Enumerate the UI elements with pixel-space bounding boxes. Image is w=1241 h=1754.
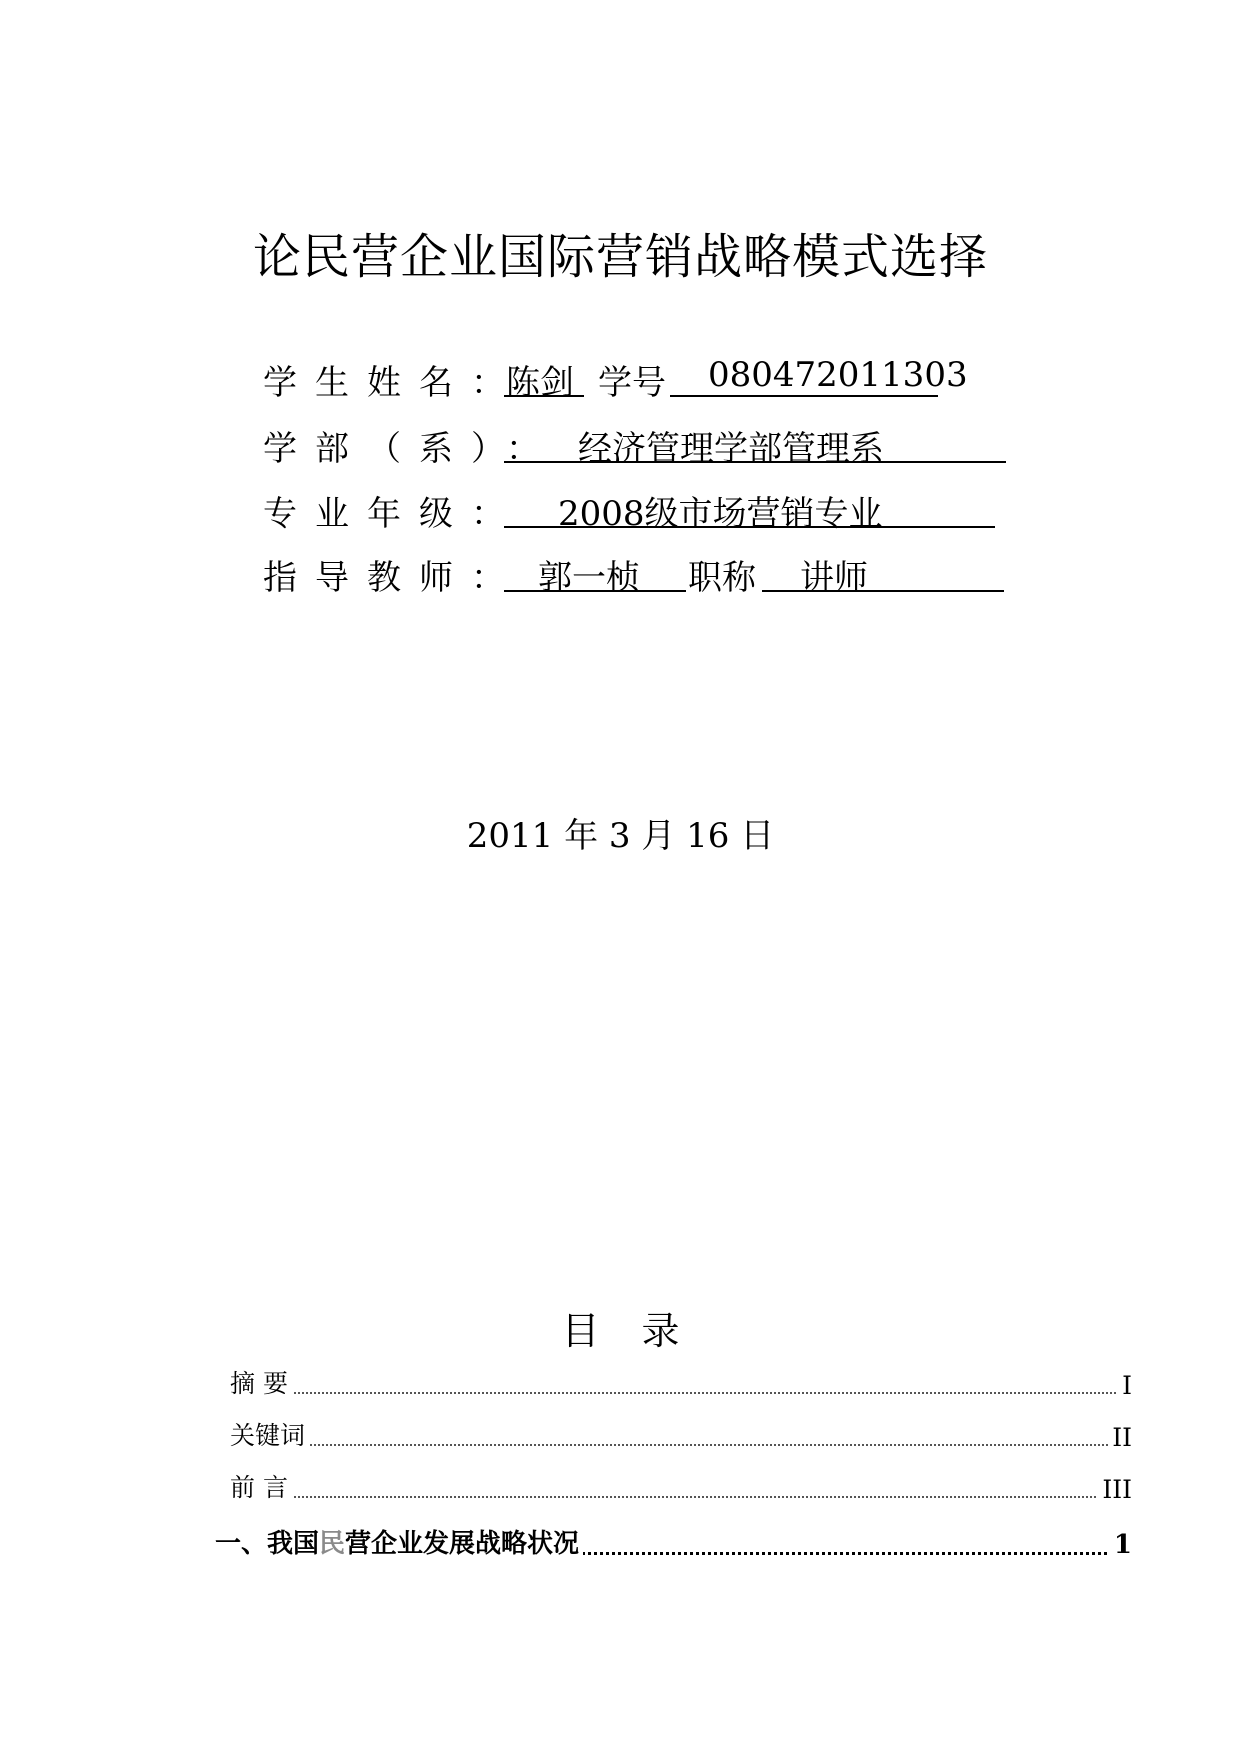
- toc-entry-label: 关键词: [230, 1416, 309, 1452]
- toc-entry[interactable]: [230, 1418, 1132, 1452]
- toc-leader-dots: [230, 1444, 1132, 1446]
- toc-leader-dots: [230, 1392, 1132, 1394]
- toc-entry-label: 摘 要: [230, 1364, 292, 1400]
- toc-entry-label-part: 民: [319, 1529, 346, 1559]
- toc-leader-dots: [230, 1496, 1132, 1498]
- student-id-label: 学号: [598, 363, 666, 403]
- department-row: [0, 421, 1241, 471]
- department-value: 经济管理学部管理系: [578, 429, 884, 469]
- department-label: 学部（系）：: [263, 429, 558, 469]
- document-title: 论民营企业国际营销战略模式选择: [252, 229, 988, 285]
- toc-entry[interactable]: [230, 1470, 1132, 1504]
- toc-entry[interactable]: [215, 1526, 1132, 1560]
- document-date: 2011 年 3 月 16 日: [466, 816, 775, 856]
- major-label: 专业年级：: [263, 494, 523, 534]
- toc-entry-label-part: 一、我国: [215, 1529, 320, 1559]
- student-name-label: 学生姓名：: [263, 363, 523, 403]
- advisor-value: 郭一桢: [538, 558, 640, 598]
- rank-label: 职称: [688, 558, 756, 598]
- advisor-row: [0, 550, 1241, 600]
- rank-value: 讲师: [800, 558, 868, 598]
- toc-entry-label: 前 言: [230, 1468, 292, 1504]
- toc-entry-page: 1: [1110, 1530, 1132, 1560]
- major-row: [0, 486, 1241, 536]
- major-value: 2008级市场营销专业: [558, 494, 883, 534]
- advisor-label: 指导教师：: [263, 558, 523, 598]
- toc-entry-page: I: [1118, 1371, 1132, 1400]
- student-row: [0, 355, 1241, 405]
- toc-entry[interactable]: [230, 1366, 1132, 1400]
- student-name-value: 陈剑: [506, 363, 574, 403]
- toc-entry-label-part: 营企业发展战略状况: [345, 1529, 580, 1559]
- toc-entry-page: III: [1098, 1475, 1132, 1504]
- student-id-value: 080472011303: [708, 355, 968, 395]
- toc-entry-page: II: [1108, 1423, 1132, 1452]
- rank-underline: [762, 550, 1004, 592]
- toc-title: 目 录: [561, 1309, 680, 1353]
- toc-entry-label: [215, 1523, 583, 1560]
